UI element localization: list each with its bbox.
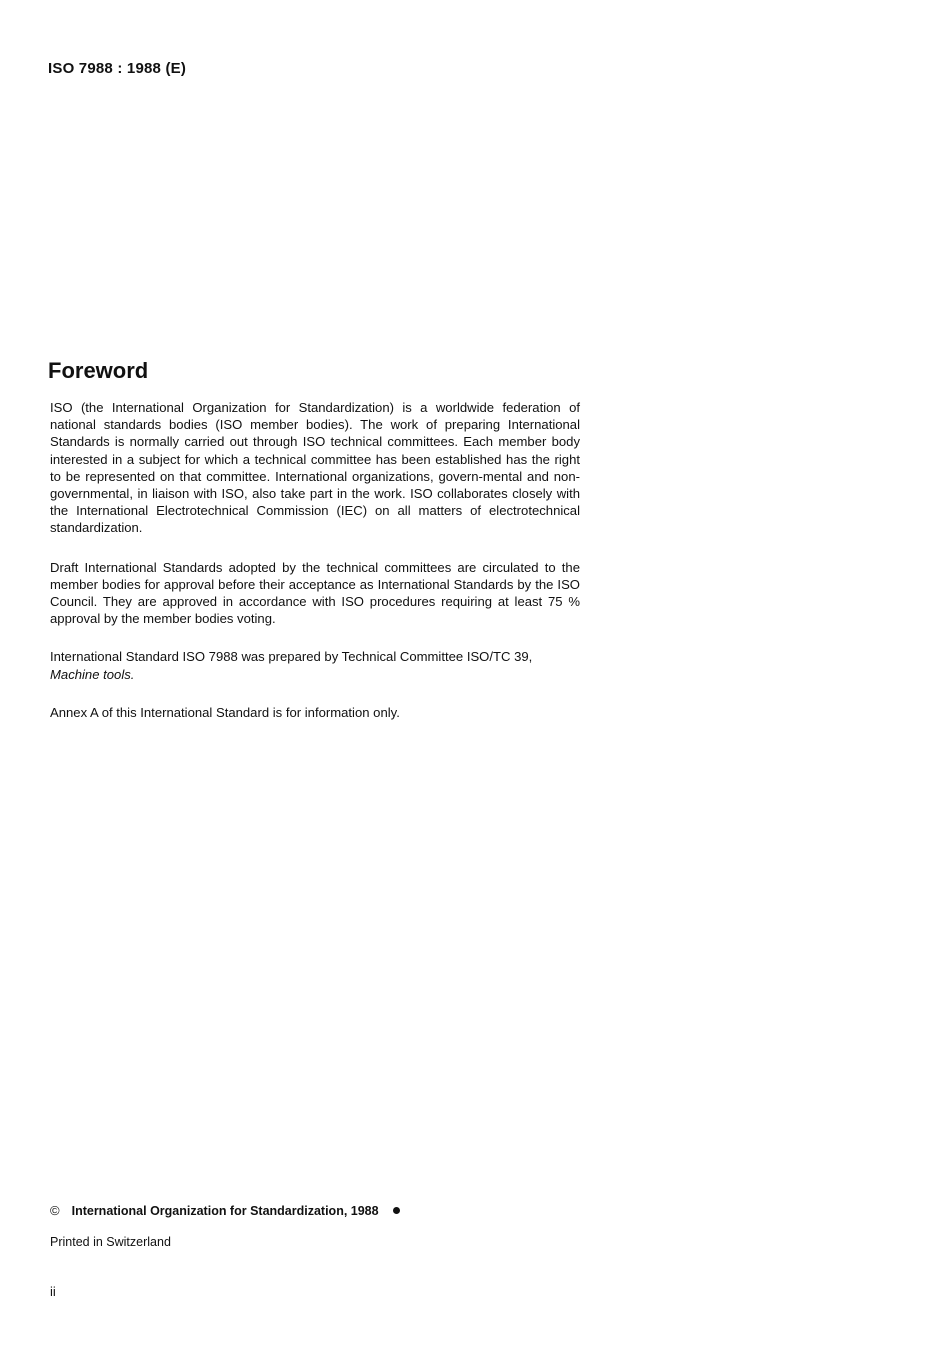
printed-in: Printed in Switzerland xyxy=(50,1235,171,1249)
foreword-paragraph-1: ISO (the International Organization for Standardization) is a worldwide federation of national standards bodies (ISO member bodies). The work of preparing International Standards is normally carried out through ISO technical committees. Each member body interested in a subject for which a technical committee has been established has the right to be represented on that committee. International organizations, govern-mental and non-governmental, in liaison with ISO, also take part in the work. ISO collaborates closely with the International Electrotechnical Commission (IEC) on all matters of electrotechnical standardization. xyxy=(50,400,580,536)
copyright-line xyxy=(50,1203,400,1218)
annex-note: Annex A of this International Standard is for information only. xyxy=(50,704,400,720)
copyright-text: International Organization for Standardization, 1988 xyxy=(71,1203,379,1218)
running-header: ISO 7988 : 1988 (E) xyxy=(48,60,187,77)
foreword-paragraph-3 xyxy=(50,648,580,682)
bullet-icon xyxy=(393,1207,400,1214)
foreword-paragraph-2: Draft International Standards adopted by the technical committees are circulated to the member bodies for approval before their acceptance as International Standards by the ISO Council. They are approved in accordance with ISO procedures requiring at least 75 % approval by the member bodies voting. xyxy=(50,559,580,627)
foreword-heading: Foreword xyxy=(48,358,149,383)
copyright-icon: © xyxy=(50,1203,60,1218)
committee-title: Machine tools. xyxy=(50,666,135,682)
foreword-body xyxy=(50,399,580,743)
prepared-by-text: International Standard ISO 7988 was prepared by Technical Committee ISO/TC 39, xyxy=(50,649,533,665)
page-number: ii xyxy=(50,1284,56,1299)
